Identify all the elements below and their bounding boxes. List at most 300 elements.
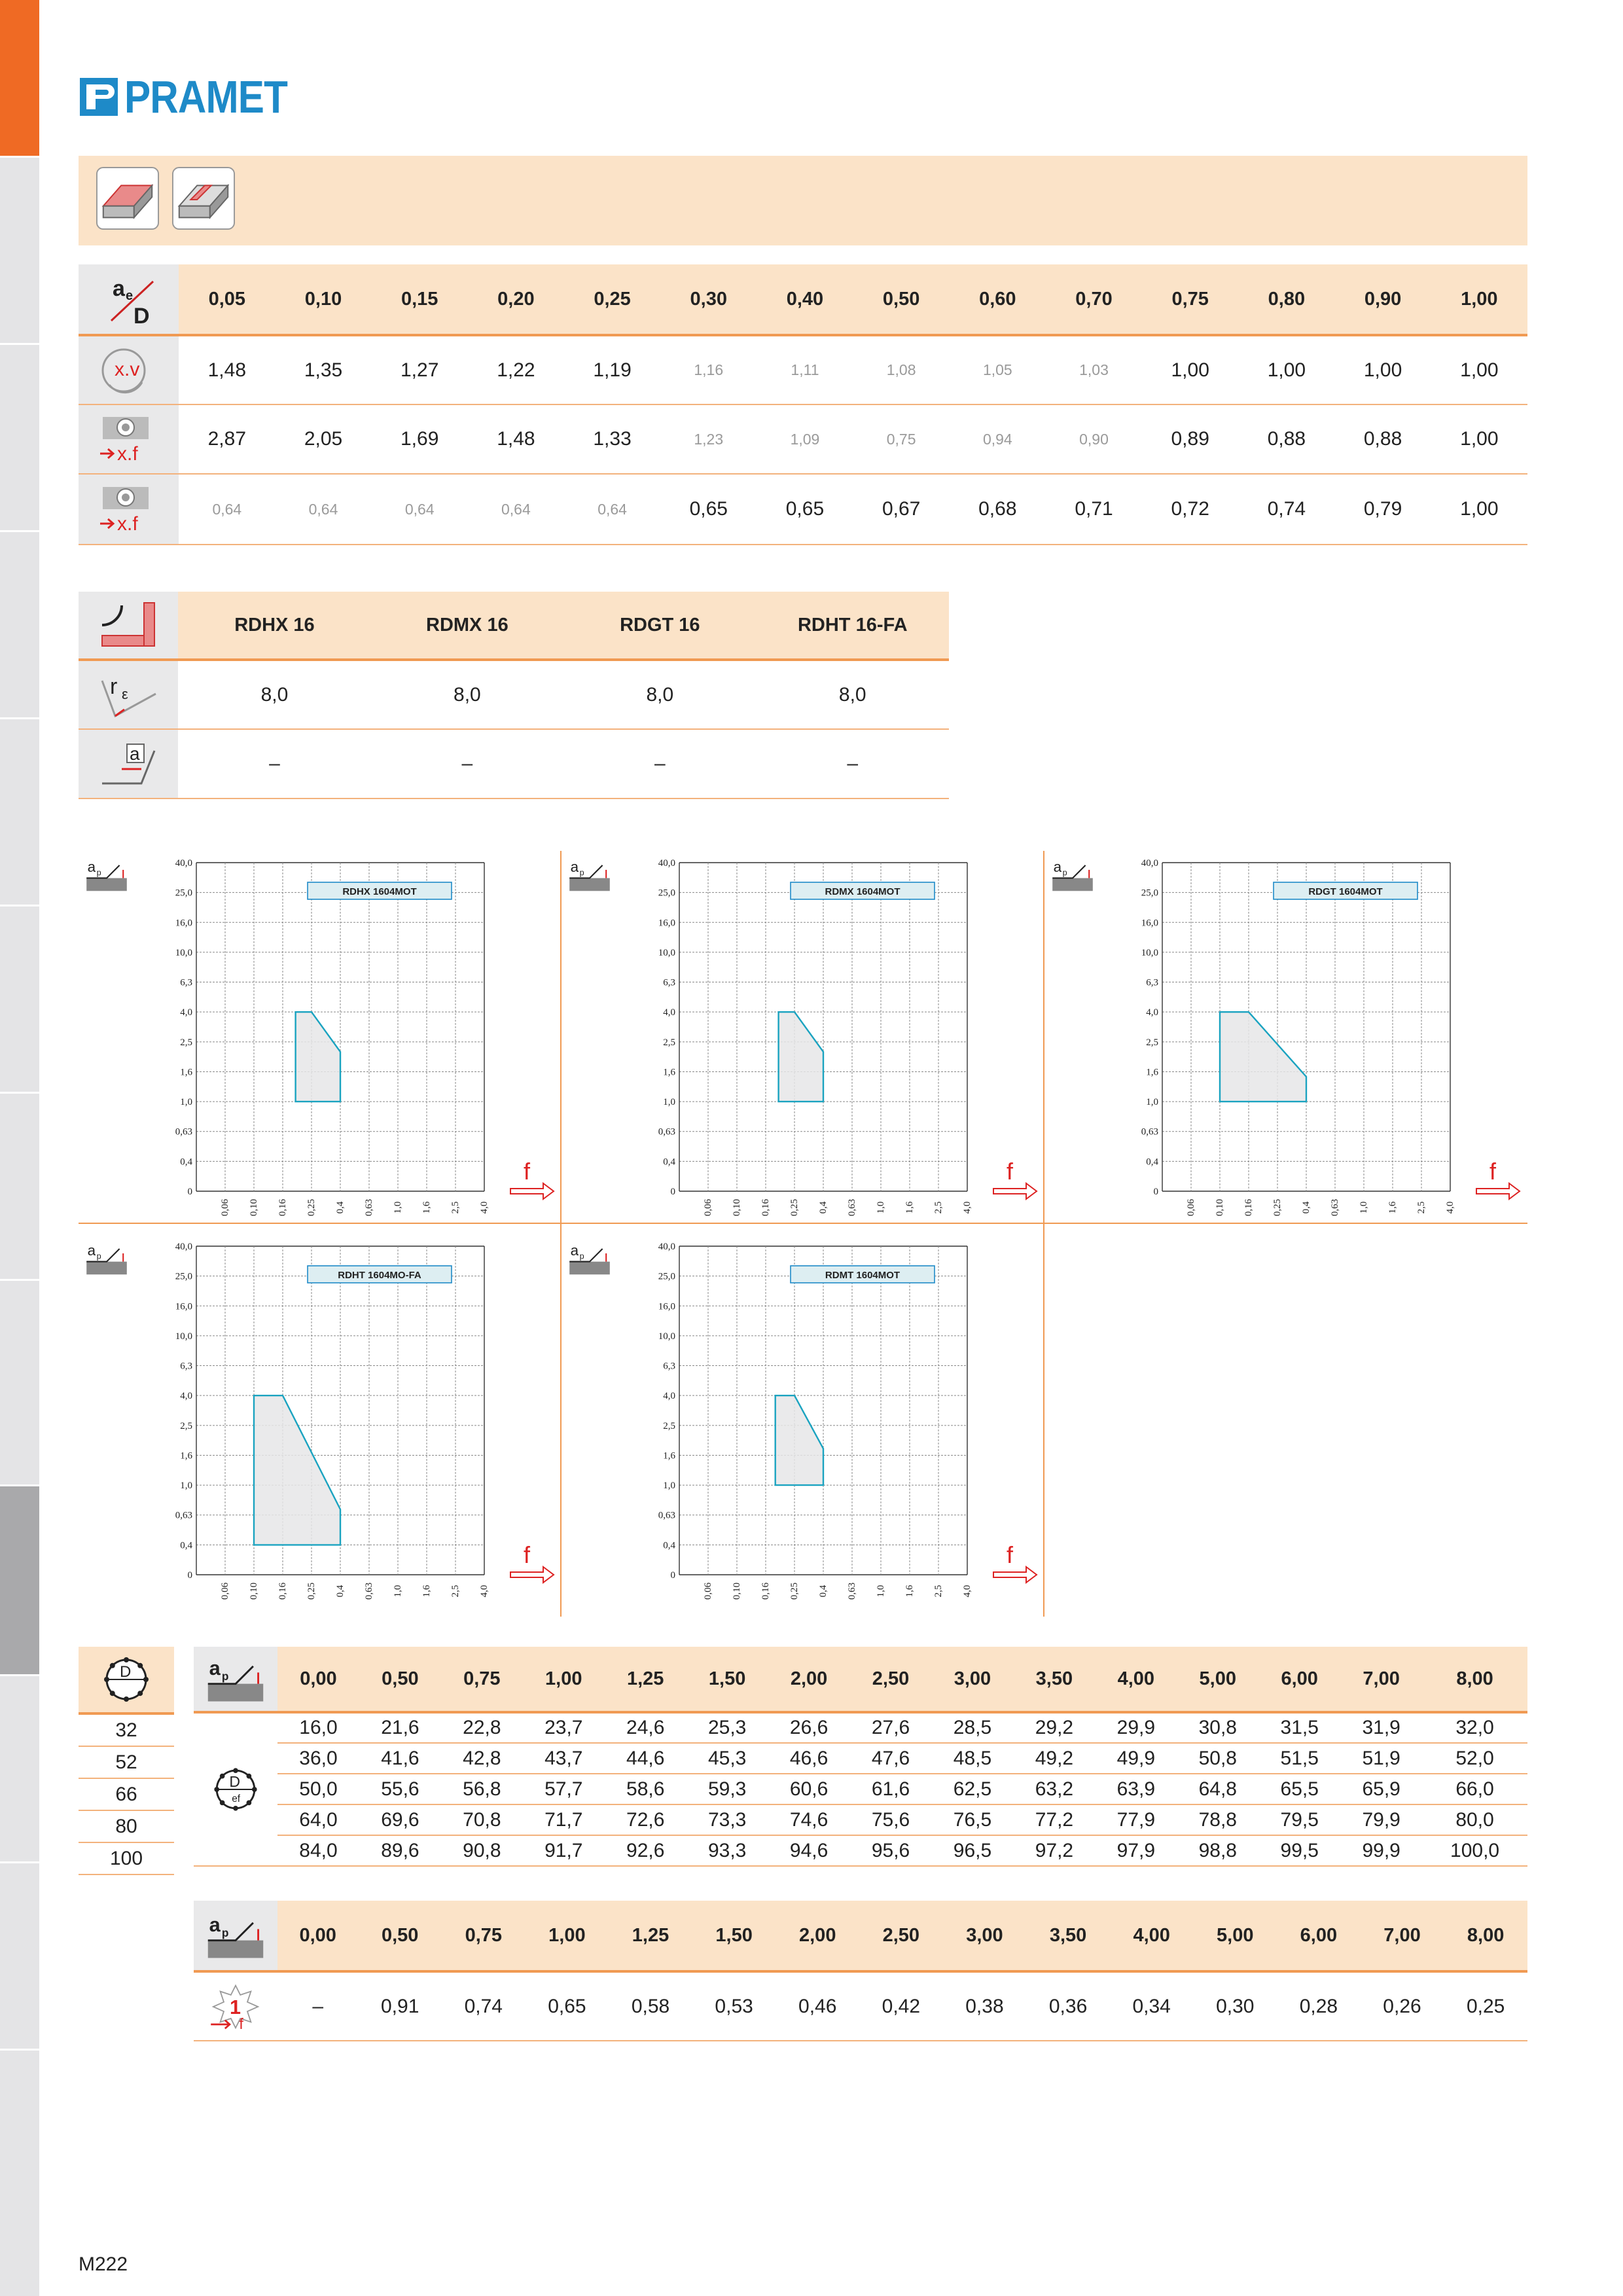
application-area bbox=[296, 1012, 340, 1102]
y-tick-label: 6,3 bbox=[663, 977, 675, 988]
correction-value bbox=[1431, 474, 1527, 545]
correction-value-text: 0,88 bbox=[1363, 428, 1402, 450]
correction-value-text: 0,64 bbox=[597, 500, 627, 518]
def-value-text: 59,3 bbox=[707, 1778, 747, 1800]
svg-text:a: a bbox=[112, 276, 125, 301]
def-value-text: 64,0 bbox=[299, 1808, 338, 1831]
def-value-text: 97,9 bbox=[1116, 1839, 1156, 1861]
correction-value bbox=[564, 335, 660, 404]
def-value bbox=[850, 1835, 932, 1866]
def-value-text: 75,6 bbox=[871, 1808, 910, 1831]
correction-value bbox=[1238, 335, 1334, 404]
effective-diameter-icon bbox=[204, 1763, 267, 1816]
svg-text:a: a bbox=[570, 858, 579, 875]
insert-value-text: 8,0 bbox=[454, 683, 481, 706]
ap-depth-icon bbox=[569, 1242, 610, 1274]
ae-ratio-header: 0,70 bbox=[1046, 264, 1142, 335]
def-value-text: 99,5 bbox=[1280, 1839, 1319, 1861]
def-value bbox=[1177, 1835, 1258, 1866]
correction-value bbox=[1142, 474, 1238, 545]
def-value-text: 100,0 bbox=[1450, 1839, 1500, 1861]
correction-value-text: 1,23 bbox=[694, 430, 724, 448]
correction-value-text: 1,08 bbox=[886, 361, 916, 378]
def-value-text: 51,9 bbox=[1362, 1747, 1400, 1769]
y-tick-label: 4,0 bbox=[663, 1391, 675, 1402]
ap-value-header: 3,00 bbox=[943, 1901, 1027, 1971]
y-tick-label: 0,63 bbox=[658, 1510, 675, 1521]
svg-text:p: p bbox=[579, 868, 584, 878]
def-value bbox=[359, 1774, 441, 1804]
def-value bbox=[1177, 1774, 1258, 1804]
def-value bbox=[850, 1712, 932, 1743]
correction-value bbox=[372, 335, 468, 404]
side-tab-divider bbox=[0, 2049, 39, 2051]
ae-ratio-header: 0,20 bbox=[468, 264, 564, 335]
y-tick-label: 0,4 bbox=[180, 1157, 192, 1168]
feed-value bbox=[943, 1971, 1027, 2041]
def-value bbox=[1340, 1712, 1422, 1743]
svg-text:D: D bbox=[229, 1773, 241, 1791]
correction-value-text: 0,94 bbox=[982, 430, 1012, 448]
correction-value bbox=[564, 404, 660, 474]
insert-type-header: RDHX 16 bbox=[178, 592, 370, 660]
correction-row-icon bbox=[79, 404, 179, 474]
x-tick-label: 0,4 bbox=[818, 1201, 829, 1214]
svg-text:p: p bbox=[579, 1251, 584, 1261]
def-value-text: 77,2 bbox=[1035, 1808, 1074, 1831]
header-band bbox=[79, 156, 1527, 245]
def-value-text: 45,3 bbox=[707, 1747, 747, 1769]
feed-value bbox=[776, 1971, 859, 2041]
pramet-logo-icon bbox=[79, 77, 119, 117]
ae-over-D-header bbox=[79, 264, 179, 335]
y-tick-label: 25,0 bbox=[658, 888, 675, 899]
feed-value bbox=[442, 1971, 526, 2041]
ap-value-header: 8,00 bbox=[1444, 1901, 1527, 1971]
feed-value bbox=[1026, 1971, 1110, 2041]
correction-value-text: 1,00 bbox=[1460, 498, 1499, 520]
ap-value-header: 4,00 bbox=[1095, 1647, 1177, 1712]
svg-text:p: p bbox=[1062, 868, 1067, 878]
x-tick-label: 0,4 bbox=[818, 1585, 829, 1598]
y-tick-label: 10,0 bbox=[658, 1331, 675, 1342]
x-tick-label: 0,16 bbox=[277, 1198, 288, 1217]
def-value-text: 76,5 bbox=[953, 1808, 992, 1831]
ap-depth-icon bbox=[1052, 859, 1093, 891]
insert-value bbox=[563, 660, 756, 729]
def-value-text: 89,6 bbox=[381, 1839, 419, 1861]
correction-value bbox=[1334, 404, 1431, 474]
def-value bbox=[1013, 1774, 1095, 1804]
def-value-text: 36,0 bbox=[299, 1747, 338, 1769]
insert-type-header: RDGT 16 bbox=[563, 592, 756, 660]
def-value bbox=[1258, 1835, 1340, 1866]
ap-depth-icon bbox=[86, 859, 127, 891]
def-value-text: 91,7 bbox=[544, 1839, 583, 1861]
def-value-text: 92,6 bbox=[626, 1839, 665, 1861]
x-tick-label: 1,6 bbox=[904, 1585, 915, 1598]
def-value-text: 63,9 bbox=[1116, 1778, 1156, 1800]
cutter-diameter-icon bbox=[94, 1653, 159, 1706]
def-value-text: 44,6 bbox=[626, 1747, 665, 1769]
feed-value-text: 0,74 bbox=[464, 1995, 503, 2017]
svg-text:p: p bbox=[96, 1251, 101, 1261]
correction-value-text: 0,67 bbox=[882, 498, 921, 520]
correction-value-text: 0,64 bbox=[404, 500, 435, 518]
def-value bbox=[1013, 1835, 1095, 1866]
x-tick-label: 0,16 bbox=[277, 1582, 288, 1600]
correction-value bbox=[853, 404, 950, 474]
correction-value bbox=[468, 404, 564, 474]
correction-value bbox=[1142, 335, 1238, 404]
x-tick-label: 0,25 bbox=[1272, 1198, 1283, 1217]
y-tick-label: 25,0 bbox=[175, 1271, 192, 1282]
def-value bbox=[768, 1743, 850, 1774]
def-value bbox=[605, 1774, 687, 1804]
correction-value-text: 0,64 bbox=[501, 500, 531, 518]
correction-value-text: 1,19 bbox=[593, 359, 632, 381]
insert-type-header: RDMX 16 bbox=[371, 592, 563, 660]
def-value bbox=[359, 1804, 441, 1835]
feed-value-text: 0,28 bbox=[1299, 1995, 1338, 2017]
svg-text:ef: ef bbox=[232, 1793, 241, 1805]
x-tick-label: 4,0 bbox=[962, 1585, 972, 1598]
ap-value-header: 0,50 bbox=[358, 1901, 442, 1971]
correction-value-text: 2,05 bbox=[304, 428, 343, 450]
y-tick-label: 1,6 bbox=[663, 1450, 675, 1462]
def-value bbox=[768, 1835, 850, 1866]
y-tick-label: 2,5 bbox=[1146, 1037, 1158, 1048]
correction-value-text: 0,90 bbox=[1079, 430, 1109, 448]
feed-value-text: 0,58 bbox=[631, 1995, 670, 2017]
y-tick-label: 0 bbox=[1153, 1187, 1158, 1197]
ap-value-header: 6,00 bbox=[1277, 1901, 1361, 1971]
application-area bbox=[1220, 1012, 1306, 1102]
diameter-value: 52 bbox=[79, 1747, 174, 1779]
y-tick-label: 1,6 bbox=[663, 1067, 675, 1078]
def-value-text: 65,5 bbox=[1280, 1778, 1319, 1800]
correction-value-text: 0,64 bbox=[308, 500, 338, 518]
svg-text:a: a bbox=[570, 1242, 579, 1259]
insert-header-icon bbox=[79, 592, 178, 660]
def-value-text: 74,6 bbox=[789, 1808, 829, 1831]
y-tick-label: 1,0 bbox=[663, 1097, 675, 1108]
def-value-text: 41,6 bbox=[381, 1747, 419, 1769]
ap-value-header: 8,00 bbox=[1422, 1647, 1527, 1712]
x-tick-label: 0,16 bbox=[1243, 1198, 1254, 1217]
y-tick-label: 2,5 bbox=[663, 1037, 675, 1048]
def-value-text: 73,3 bbox=[707, 1808, 747, 1831]
chart-title: RDMX 1604MOT bbox=[825, 886, 901, 897]
correction-value bbox=[950, 474, 1046, 545]
side-tab-active[interactable] bbox=[0, 0, 39, 156]
def-value bbox=[850, 1774, 932, 1804]
y-tick-label: 1,6 bbox=[180, 1450, 192, 1462]
svg-text:a: a bbox=[87, 1242, 96, 1259]
svg-text:a: a bbox=[209, 1657, 221, 1680]
x-tick-label: 0,06 bbox=[703, 1582, 713, 1600]
correction-value-text: 1,05 bbox=[982, 361, 1012, 378]
feed-value-text: 0,36 bbox=[1048, 1995, 1088, 2017]
def-value-text: 23,7 bbox=[544, 1717, 583, 1738]
ap-value-header: 2,50 bbox=[859, 1901, 943, 1971]
f-arrow-icon bbox=[993, 1183, 1037, 1199]
svg-text:a: a bbox=[1053, 858, 1062, 875]
x-tick-label: 0,63 bbox=[847, 1582, 857, 1600]
def-value bbox=[932, 1743, 1014, 1774]
x-tick-label: 2,5 bbox=[1416, 1201, 1427, 1214]
def-value bbox=[687, 1804, 768, 1835]
correction-value-text: 0,64 bbox=[212, 500, 242, 518]
def-value bbox=[277, 1774, 359, 1804]
ap-depth-icon bbox=[86, 859, 127, 891]
def-value bbox=[1340, 1743, 1422, 1774]
insert-type-header: RDHT 16-FA bbox=[757, 592, 949, 660]
y-tick-label: 1,0 bbox=[1146, 1097, 1158, 1108]
insert-value bbox=[563, 729, 756, 798]
ap-value-header: 5,00 bbox=[1193, 1901, 1277, 1971]
feed-value bbox=[1193, 1971, 1277, 2041]
y-tick-label: 0,63 bbox=[175, 1126, 192, 1138]
x-tick-label: 0,10 bbox=[732, 1582, 742, 1600]
ap-value-header: 6,00 bbox=[1258, 1647, 1340, 1712]
ap-value-header: 1,50 bbox=[692, 1901, 776, 1971]
feed-value bbox=[859, 1971, 943, 2041]
correction-value bbox=[372, 404, 468, 474]
correction-value bbox=[1334, 474, 1431, 545]
insert-value bbox=[371, 660, 563, 729]
def-value-text: 21,6 bbox=[381, 1717, 419, 1738]
xf-feed-factor-icon bbox=[96, 413, 162, 465]
ap-value-header: 1,00 bbox=[526, 1901, 609, 1971]
f-axis-label: f bbox=[1007, 1541, 1014, 1568]
insert-value-text: – bbox=[461, 753, 473, 774]
def-value bbox=[932, 1774, 1014, 1804]
correction-value bbox=[757, 404, 853, 474]
ap-value-header: 2,50 bbox=[850, 1647, 932, 1712]
ae-ratio-header: 0,60 bbox=[950, 264, 1046, 335]
chart-title: RDMT 1604MOT bbox=[825, 1270, 901, 1281]
def-value bbox=[1258, 1743, 1340, 1774]
correction-value bbox=[1046, 404, 1142, 474]
def-value-text: 28,5 bbox=[953, 1717, 992, 1738]
side-tab-divider bbox=[0, 1092, 39, 1094]
feed-depth-chart bbox=[79, 851, 560, 1221]
def-value-text: 72,6 bbox=[626, 1808, 665, 1831]
def-value bbox=[1340, 1804, 1422, 1835]
def-value bbox=[605, 1743, 687, 1774]
def-value bbox=[687, 1835, 768, 1866]
ap-depth-icon bbox=[1052, 859, 1093, 891]
ap-value-header: 1,00 bbox=[523, 1647, 605, 1712]
side-tab-divider bbox=[0, 343, 39, 345]
ae-ratio-header: 0,80 bbox=[1238, 264, 1334, 335]
svg-text:r: r bbox=[110, 673, 118, 699]
correction-value-text: 0,68 bbox=[978, 498, 1017, 520]
correction-value bbox=[853, 474, 950, 545]
def-value-text: 62,5 bbox=[953, 1778, 992, 1800]
def-value bbox=[687, 1743, 768, 1774]
insert-value bbox=[757, 729, 949, 798]
chart-title: RDGT 1604MOT bbox=[1308, 886, 1383, 897]
y-tick-label: 6,3 bbox=[1146, 977, 1158, 988]
feed-value bbox=[609, 1971, 692, 2041]
feed-value-text: 0,42 bbox=[882, 1995, 921, 2017]
correction-value bbox=[1238, 404, 1334, 474]
x-tick-label: 0,10 bbox=[249, 1198, 259, 1217]
def-value-text: 95,6 bbox=[871, 1839, 910, 1861]
svg-text:e: e bbox=[125, 289, 133, 303]
def-value-text: 32,0 bbox=[1455, 1717, 1494, 1738]
diameter-header bbox=[79, 1647, 174, 1715]
def-value bbox=[1340, 1774, 1422, 1804]
correction-value bbox=[757, 335, 853, 404]
ap-value-header: 2,00 bbox=[768, 1647, 850, 1712]
feed-value-text: 0,53 bbox=[715, 1995, 753, 2017]
def-value-text: 79,9 bbox=[1362, 1808, 1400, 1831]
y-tick-label: 1,0 bbox=[663, 1480, 675, 1492]
def-value-text: 65,9 bbox=[1362, 1778, 1400, 1800]
slot-milling-icon bbox=[171, 166, 236, 230]
def-value-text: 42,8 bbox=[463, 1747, 501, 1769]
def-value bbox=[523, 1804, 605, 1835]
correction-value bbox=[372, 474, 468, 545]
correction-value-text: 0,65 bbox=[785, 498, 825, 520]
chart-divider bbox=[79, 1223, 1527, 1224]
svg-text:p: p bbox=[96, 868, 101, 878]
x-tick-label: 0,4 bbox=[335, 1201, 346, 1214]
feed-depth-chart bbox=[562, 1234, 1043, 1605]
insert-value-text: 8,0 bbox=[646, 683, 674, 706]
insert-value-text: – bbox=[269, 753, 280, 774]
def-value-text: 49,9 bbox=[1116, 1747, 1156, 1769]
correction-value-text: 1,22 bbox=[497, 359, 535, 381]
feed-value-text: – bbox=[312, 1995, 324, 2017]
xv-speed-factor-icon bbox=[96, 344, 162, 397]
y-tick-label: 0 bbox=[187, 1187, 192, 1197]
f-arrow-icon bbox=[510, 1183, 554, 1199]
y-tick-label: 6,3 bbox=[663, 1361, 675, 1372]
def-value bbox=[441, 1774, 523, 1804]
insert-row-icon bbox=[79, 660, 178, 729]
chart-title: RDHT 1604MO-FA bbox=[338, 1270, 421, 1281]
def-value bbox=[359, 1835, 441, 1866]
def-value bbox=[1095, 1712, 1177, 1743]
ae-ratio-header: 0,30 bbox=[660, 264, 757, 335]
def-value bbox=[1422, 1774, 1527, 1804]
feed-value-text: 0,34 bbox=[1132, 1995, 1171, 2017]
def-value bbox=[1422, 1835, 1527, 1866]
y-tick-label: 25,0 bbox=[175, 888, 192, 899]
corner-radius-insert-icon bbox=[96, 598, 161, 653]
correction-value-text: 0,75 bbox=[886, 430, 916, 448]
svg-text:a: a bbox=[87, 858, 96, 875]
ae-ratio-header: 0,15 bbox=[372, 264, 468, 335]
feed-value bbox=[277, 1971, 358, 2041]
y-tick-label: 1,0 bbox=[180, 1480, 192, 1492]
insert-geometry-table bbox=[79, 592, 949, 799]
y-tick-label: 10,0 bbox=[658, 947, 675, 958]
correction-value bbox=[179, 404, 275, 474]
insert-value bbox=[371, 729, 563, 798]
def-value bbox=[1258, 1804, 1340, 1835]
x-tick-label: 0,25 bbox=[306, 1582, 317, 1600]
ap-value-header: 0,50 bbox=[359, 1647, 441, 1712]
svg-text:a: a bbox=[209, 1913, 221, 1937]
y-tick-label: 16,0 bbox=[658, 918, 675, 929]
ap-value-header: 3,50 bbox=[1013, 1647, 1095, 1712]
x-tick-label: 1,6 bbox=[904, 1201, 915, 1214]
ae-ratio-header: 0,05 bbox=[179, 264, 275, 335]
correction-value-text: 1,27 bbox=[401, 359, 439, 381]
y-tick-label: 10,0 bbox=[1141, 947, 1158, 958]
x-tick-label: 2,5 bbox=[450, 1585, 461, 1598]
side-tab-divider bbox=[0, 717, 39, 719]
x-tick-label: 0,06 bbox=[1186, 1198, 1196, 1217]
ap-value-header: 1,25 bbox=[609, 1901, 692, 1971]
y-tick-label: 10,0 bbox=[175, 947, 192, 958]
x-tick-label: 0,4 bbox=[335, 1585, 346, 1598]
feed-depth-chart bbox=[1044, 851, 1526, 1221]
insert-value-text: 8,0 bbox=[260, 683, 289, 706]
def-value bbox=[605, 1835, 687, 1866]
ap-value-header: 3,00 bbox=[932, 1647, 1014, 1712]
ap-value-header: 0,75 bbox=[441, 1647, 523, 1712]
def-value bbox=[1177, 1712, 1258, 1743]
x-tick-label: 1,0 bbox=[876, 1585, 886, 1598]
def-value bbox=[441, 1804, 523, 1835]
correction-value-text: 1,00 bbox=[1171, 359, 1209, 381]
def-value-text: 50,8 bbox=[1198, 1747, 1237, 1769]
correction-value bbox=[660, 404, 757, 474]
def-value bbox=[277, 1712, 359, 1743]
ap-header bbox=[194, 1901, 277, 1971]
correction-value bbox=[950, 404, 1046, 474]
insert-value bbox=[178, 660, 370, 729]
ae-ratio-header: 0,90 bbox=[1334, 264, 1431, 335]
side-tab-section[interactable] bbox=[0, 1484, 39, 1674]
ae-ratio-header: 0,10 bbox=[275, 264, 371, 335]
def-value bbox=[605, 1804, 687, 1835]
x-tick-label: 1,6 bbox=[421, 1585, 432, 1598]
feed-value-text: 0,91 bbox=[380, 1995, 419, 2017]
def-value-text: 58,6 bbox=[626, 1778, 665, 1800]
def-value-text: 80,0 bbox=[1455, 1808, 1494, 1831]
ap-depth-icon bbox=[569, 1242, 610, 1274]
x-tick-label: 1,0 bbox=[393, 1201, 403, 1214]
x-tick-label: 0,25 bbox=[789, 1582, 800, 1600]
feed-value-text: 0,46 bbox=[798, 1995, 837, 2017]
svg-text:x.f: x.f bbox=[116, 443, 138, 465]
def-value-text: 51,5 bbox=[1280, 1747, 1319, 1769]
correction-value-text: 1,33 bbox=[593, 428, 632, 450]
svg-text:p: p bbox=[221, 1926, 229, 1939]
correction-value-text: 1,03 bbox=[1079, 361, 1109, 378]
effective-diameter-table bbox=[194, 1647, 1527, 1867]
feed-value bbox=[526, 1971, 609, 2041]
correction-row-icon bbox=[79, 335, 179, 404]
x-tick-label: 0,25 bbox=[306, 1198, 317, 1217]
correction-value-text: 1,00 bbox=[1267, 359, 1306, 381]
y-tick-label: 0,4 bbox=[180, 1540, 192, 1551]
def-value-text: 93,3 bbox=[707, 1839, 747, 1861]
f-arrow-icon bbox=[510, 1567, 554, 1583]
y-tick-label: 2,5 bbox=[663, 1420, 675, 1431]
correction-row-icon bbox=[79, 474, 179, 545]
pramet-logo bbox=[79, 73, 314, 120]
def-value-text: 99,9 bbox=[1362, 1839, 1400, 1861]
side-tab-divider bbox=[0, 1279, 39, 1281]
